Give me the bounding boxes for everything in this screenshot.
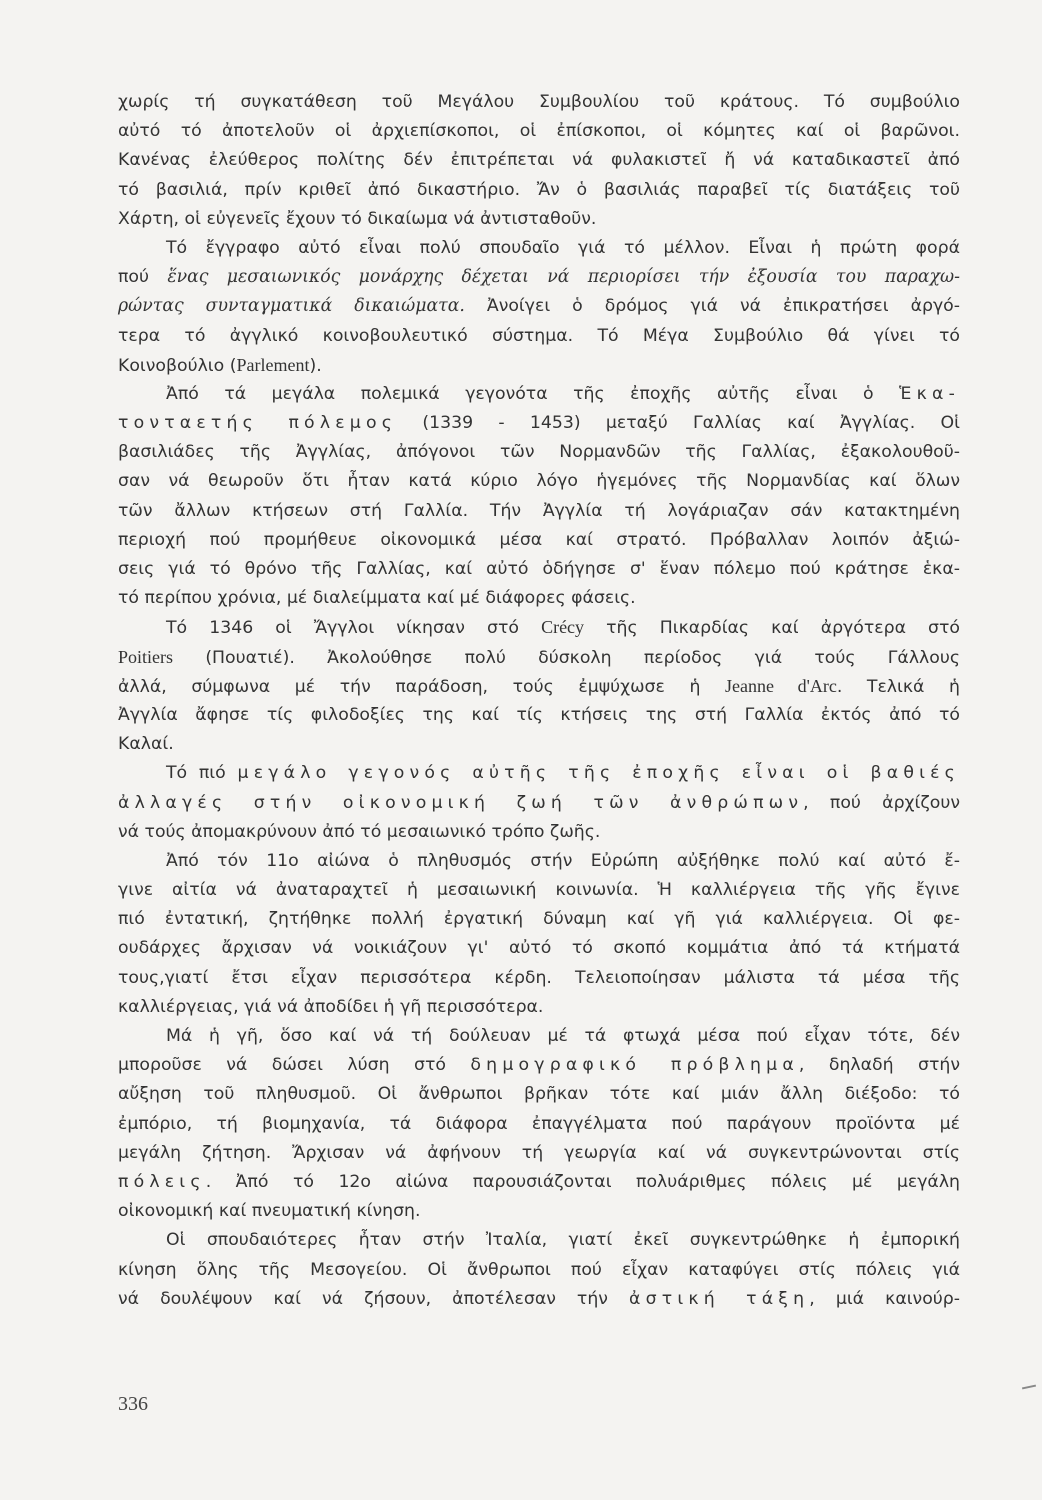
text-run: τερα τό ἀγγλικό κοινοβουλευτικό σύστημα. Τό Μέγα Συμβούλιο θά γίνει τό — [118, 325, 960, 346]
text-run: μποροῦσε νά δώσει λύση στό — [118, 1055, 471, 1076]
text-line — [118, 643, 960, 672]
text-run: ἀλλά, σύμφωνα μέ τήν παράδοση, τούς ἐμψύχωσε ἡ — [118, 676, 725, 697]
text-line — [118, 555, 960, 584]
text-line — [118, 234, 960, 263]
text-run: Μά ἡ γῆ, ὅσο καί νά τή δούλευαν μέ τά φτωχά μέσα πού εἶχαν τότε, δέν — [166, 1026, 960, 1046]
latin-run: Jeanne d'Arc — [725, 675, 837, 696]
text-run: Χάρτη, οἱ εὐγενεῖς ἔχουν τό δικαίωμα νά ἀντισταθοῦν. — [118, 208, 597, 229]
scan-mark — [1022, 1385, 1036, 1390]
text-line — [118, 789, 960, 818]
spaced-run: ἀστική τάξη — [629, 1288, 810, 1309]
text-line — [118, 1051, 960, 1080]
text-run: τό βασιλιά, πρίν κριθεῖ ἀπό δικαστήριο. Ἄν ὁ βασιλιάς παραβεῖ τίς διατάξεις τοῦ — [118, 179, 960, 200]
text-run: Κοινοβούλιο ( — [118, 355, 237, 376]
text-run: κίνηση ὅλης τῆς Μεσογείου. Οἱ ἄνθρωποι πού εἶχαν καταφύγει στίς πόλεις γιά — [118, 1259, 960, 1280]
text-run: νά δουλέψουν καί νά ζήσουν, ἀποτέλεσαν τήν — [118, 1288, 629, 1309]
text-line — [118, 88, 960, 117]
text-line — [118, 117, 960, 146]
latin-run: Poitiers — [118, 646, 174, 667]
text-line — [118, 1285, 960, 1314]
text-run: Τό 1346 οἱ Ἄγγλοι νίκησαν στό — [166, 618, 542, 639]
text-line — [118, 730, 960, 759]
text-run: οἰκονομική καί πνευματική κίνηση. — [118, 1201, 421, 1222]
text-run: ). — [309, 355, 322, 376]
text-run: αὐτό τό ἀποτελοῦν οἱ ἀρχιεπίσκοποι, οἱ ἐπίσκοποι, οἱ κόμητες καί οἱ βαρῶνοι. — [118, 121, 960, 142]
text-line — [118, 1197, 960, 1226]
text-line — [118, 497, 960, 526]
text-run: βασιλιάδες τῆς Ἀγγλίας, ἀπόγονοι τῶν Νορμανδῶν τῆς Γαλλίας, ἐξακολουθοῦ- — [118, 442, 960, 463]
text-line — [118, 176, 960, 205]
text-line — [118, 701, 960, 730]
spaced-run: τονταετής πόλεμος — [118, 413, 398, 434]
text-line — [118, 876, 960, 905]
text-run: Τό πιό — [166, 763, 238, 784]
text-run: . Τελικά ἡ — [836, 676, 961, 697]
text-line — [118, 292, 960, 321]
text-run: καλλιέργειας, γιά νά ἀποδίδει ἡ γῆ περισσότερα. — [118, 996, 544, 1017]
text-run: σεις γιά τό θρόνο τῆς Γαλλίας, καί αὐτό ὁδήγησε σ' ἕναν πόλεμο πού κράτησε ἑκα- — [118, 559, 960, 579]
text-line — [118, 905, 960, 934]
text-line — [118, 205, 960, 234]
text-run: γινε αἰτία νά ἀναταραχτεῖ ἡ μεσαιωνική κοινωνία. Ἡ καλλιέργεια τῆς γῆς ἔγινε — [118, 880, 960, 901]
text-run: Ἀνοίγει ὁ δρόμος γιά νά ἐπικρατήσει ἀργό- — [464, 296, 960, 317]
text-run: , δηλαδή στήν — [798, 1055, 960, 1076]
text-line — [118, 1226, 960, 1255]
text-line — [118, 613, 960, 642]
text-run: τό περίπου χρόνια, μέ διαλείμματα καί μέ διάφορες φάσεις. — [118, 588, 636, 609]
text-line — [118, 993, 960, 1022]
text-line — [118, 964, 960, 993]
text-line — [118, 263, 960, 292]
text-run: Ἀπό τά μεγάλα πολεμικά γεγονότα τῆς ἐποχῆς αὐτῆς εἶναι ὁ — [166, 383, 900, 404]
text-run: (Πουατιέ). Ἀκολούθησε πολύ δύσκολη περίοδος γιά τούς Γάλλους — [173, 647, 960, 668]
latin-run: Crécy — [541, 617, 585, 638]
spaced-run: δημογραφικό πρόβλημα — [470, 1055, 799, 1076]
text-run: Οἱ σπουδαιότερες ἦταν στήν Ἰταλία, γιατί ἐκεῖ συγκεντρώθηκε ἡ ἐμπορική — [166, 1230, 960, 1251]
text-line — [118, 584, 960, 613]
spaced-run: πόλεις — [118, 1171, 206, 1192]
text-line — [118, 1256, 960, 1285]
text-line — [118, 759, 960, 788]
text-line — [118, 1022, 960, 1051]
text-line — [118, 847, 960, 876]
page-number: 336 — [118, 1393, 148, 1415]
text-line — [118, 1139, 960, 1168]
text-line — [118, 672, 960, 701]
text-run: περιοχή πού προμήθευε οἰκονομικά μέσα καί στρατό. Πρόβαλλαν λοιπόν ἀξιώ- — [118, 529, 960, 550]
text-run: χωρίς τή συγκατάθεση τοῦ Μεγάλου Συμβουλίου τοῦ κράτους. Τό συμβούλιο — [118, 92, 960, 112]
body-text — [118, 88, 960, 1314]
text-line — [118, 818, 960, 847]
text-run: τῆς Πικαρδίας καί ἀργότερα στό — [584, 618, 960, 639]
text-run: Καλαί. — [118, 734, 174, 755]
italic-run: ἕνας μεσαιωνικός μονάρχης δέχεται νά περιορίσει τήν ἐξουσία του παραχω- — [167, 267, 960, 288]
text-run: τῶν ἄλλων κτήσεων στή Γαλλία. Τήν Ἀγγλία τή λογάριαζαν σάν κατακτημένη — [118, 500, 960, 521]
text-line — [118, 526, 960, 555]
text-line — [118, 934, 960, 963]
spaced-run: ἀλλαγές στήν οἰκονομική ζωή τῶν ἀνθρώπων — [118, 792, 804, 813]
italic-run: ρώντας συνταγματικά δικαιώματα. — [118, 296, 465, 317]
text-run: . Ἀπό τό 12ο αἰώνα παρουσιάζονται πολυάριθμες πόλεις μέ μεγάλη — [205, 1171, 960, 1192]
text-line — [118, 467, 960, 496]
text-run: , μιά καινούρ- — [809, 1288, 960, 1309]
spaced-run: Ἑκα- — [899, 383, 960, 404]
text-run: Ἀπό τόν 11ο αἰώνα ὁ πληθυσμός στήν Εὐρώπη αὐξήθηκε πολύ καί αὐτό ἔ- — [166, 850, 960, 871]
text-line — [118, 409, 960, 438]
text-run: Κανένας ἐλεύθερος πολίτης δέν ἐπιτρέπεται νά φυλακιστεῖ ἤ νά καταδικαστεῖ ἀπό — [118, 150, 960, 171]
text-run: νά τούς ἀπομακρύνουν ἀπό τό μεσαιωνικό τρόπο ζωῆς. — [118, 821, 601, 842]
text-run: σαν νά θεωροῦν ὅτι ἦταν κατά κύριο λόγο ἡγεμόνες τῆς Νορμανδίας καί ὅλων — [118, 471, 960, 492]
text-run: (1339 - 1453) μεταξύ Γαλλίας καί Ἀγγλίας. Οἱ — [397, 413, 961, 434]
text-run: , πού ἀρχίζουν — [803, 792, 960, 813]
text-run: πού — [118, 267, 168, 288]
text-line — [118, 1110, 960, 1139]
text-run: ουδάρχες ἄρχισαν νά νοικιάζουν γι' αὐτό τό σκοπό κομμάτια ἀπό τά κτήματά — [118, 938, 960, 959]
text-run: Τό ἔγγραφο αὐτό εἶναι πολύ σπουδαῖο γιά τό μέλλον. Εἶναι ἡ πρώτη φορά — [166, 237, 960, 258]
text-line — [118, 1080, 960, 1109]
text-line — [118, 380, 960, 409]
text-line — [118, 351, 960, 380]
text-line — [118, 322, 960, 351]
text-line — [118, 438, 960, 467]
text-run: τους,γιατί ἔτσι εἶχαν περισσότερα κέρδη. Τελειοποίησαν μάλιστα τά μέσα τῆς — [118, 967, 960, 988]
text-run: Ἀγγλία ἄφησε τίς φιλοδοξίες της καί τίς κτήσεις της στή Γαλλία ἐκτός ἀπό τό — [118, 704, 960, 725]
text-line — [118, 146, 960, 175]
spaced-run: μεγάλο γεγονός αὐτῆς τῆς ἐποχῆς εἶναι οἱ βαθιές — [237, 763, 960, 784]
text-run: μεγάλη ζήτηση. Ἄρχισαν νά ἀφήνουν τή γεωργία καί νά συγκεντρώνονται στίς — [118, 1142, 960, 1163]
text-run: πιό ἐντατική, ζητήθηκε πολλή ἐργατική δύναμη καί γῆ γιά καλλιέργεια. Οἱ φε- — [118, 909, 960, 930]
text-run: ἐμπόριο, τή βιομηχανία, τά διάφορα ἐπαγγέλματα πού παράγουν προϊόντα μέ — [118, 1113, 960, 1134]
latin-run: Parlement — [236, 354, 310, 375]
text-run: αὔξηση τοῦ πληθυσμοῦ. Οἱ ἄνθρωποι βρῆκαν τότε καί μιάν ἄλλη διέξοδο: τό — [118, 1084, 960, 1105]
text-line — [118, 1168, 960, 1197]
